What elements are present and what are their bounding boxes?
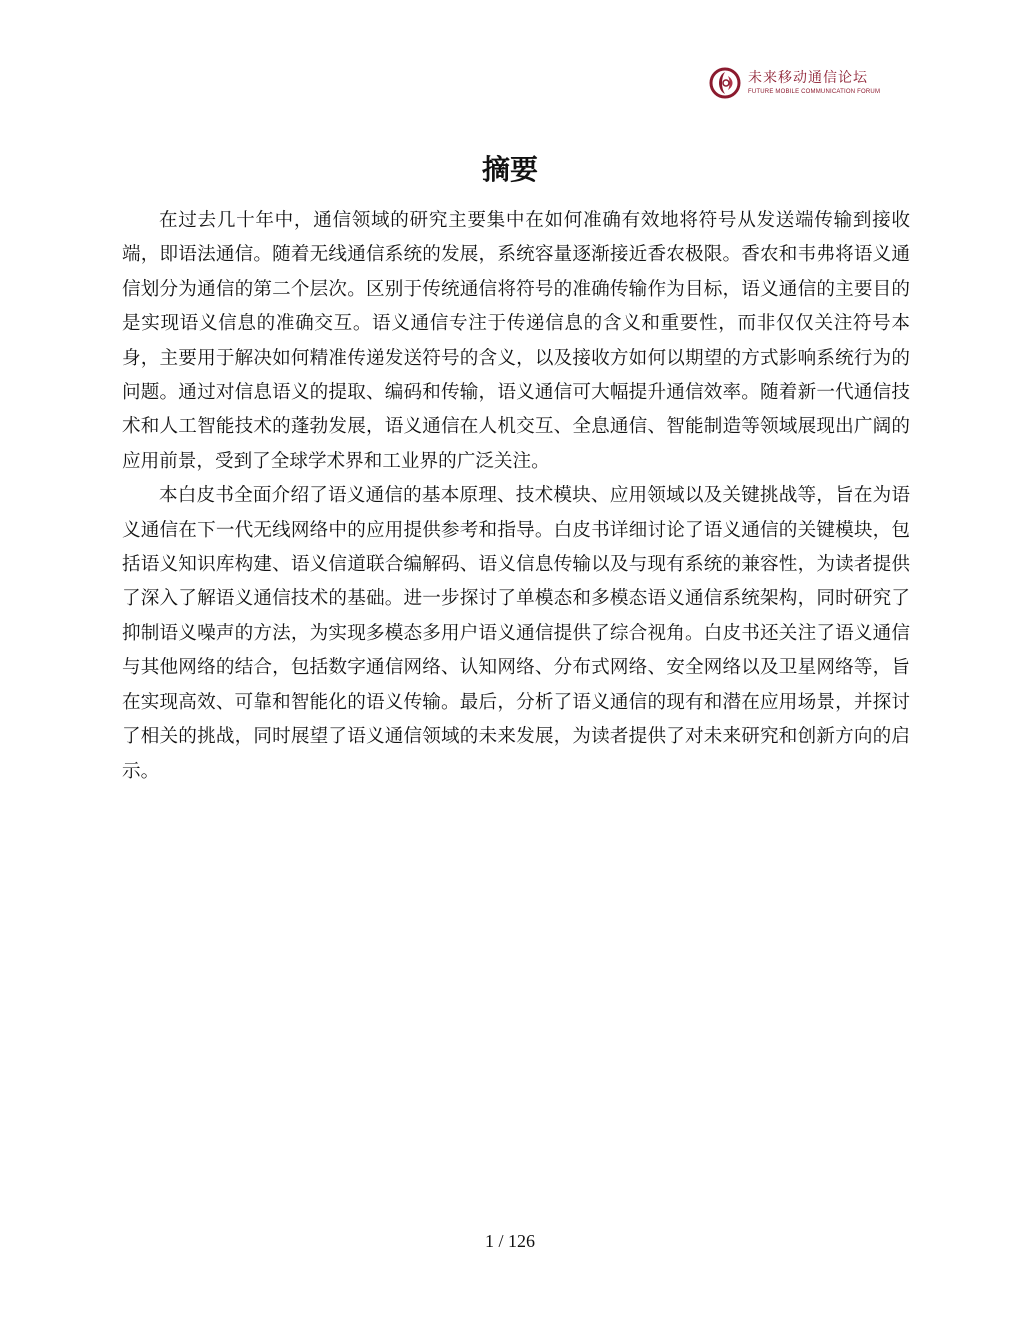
logo-subtitle: FUTURE MOBILE COMMUNICATION FORUM (748, 89, 881, 95)
header-logo (708, 66, 898, 102)
forum-logo-icon (708, 66, 742, 100)
abstract-paragraph-1: 在过去几十年中，通信领域的研究主要集中在如何准确有效地将符号从发送端传输到接收端，即语法通信。随着无线通信系统的发展，系统容量逐渐接近香农极限。香农和韦弗将语义通信划分为通信的第二个层次。区别于传统通信将符号的准确传输作为目标，语义通信的主要目的是实现语义信息的准确交互。语义通信专注于传递信息的含义和重要性，而非仅仅关注符号本身，主要用于解决如何精准传递发送符号的含义，以及接收方如何以期望的方式影响系统行为的问题。通过对信息语义的提取、编码和传输，语义通信可大幅提升通信效率。随着新一代通信技术和人工智能技术的蓬勃发展，语义通信在人机交互、全息通信、智能制造等领域展现出广阔的应用前景，受到了全球学术界和工业界的广泛关注。 (122, 210, 910, 472)
page-number: 1 / 126 (484, 1231, 535, 1251)
logo-title: 未来移动通信论坛 (748, 70, 868, 86)
page-title: 摘要 (481, 153, 538, 186)
abstract-paragraph-2: 本白皮书全面介绍了语义通信的基本原理、技术模块、应用领域以及关键挑战等，旨在为语义通信在下一代无线网络中的应用提供参考和指导。白皮书详细讨论了语义通信的关键模块，包括语义知识库构建、语义信道联合编解码、语义信息传输以及与现有系统的兼容性，为读者提供了深入了解语义通信技术的基础。进一步探讨了单模态和多模态语义通信系统架构，同时研究了抑制语义噪声的方法，为实现多模态多用户语义通信提供了综合视角。白皮书还关注了语义通信与其他网络的结合，包括数字通信网络、认知网络、分布式网络、安全网络以及卫星网络等，旨在实现高效、可靠和智能化的语义传输。最后，分析了语义通信的现有和潜在应用场景，并探讨了相关的挑战，同时展望了语义通信领域的未来发展，为读者提供了对未来研究和创新方向的启示。 (122, 485, 910, 782)
abstract-body (122, 204, 910, 789)
